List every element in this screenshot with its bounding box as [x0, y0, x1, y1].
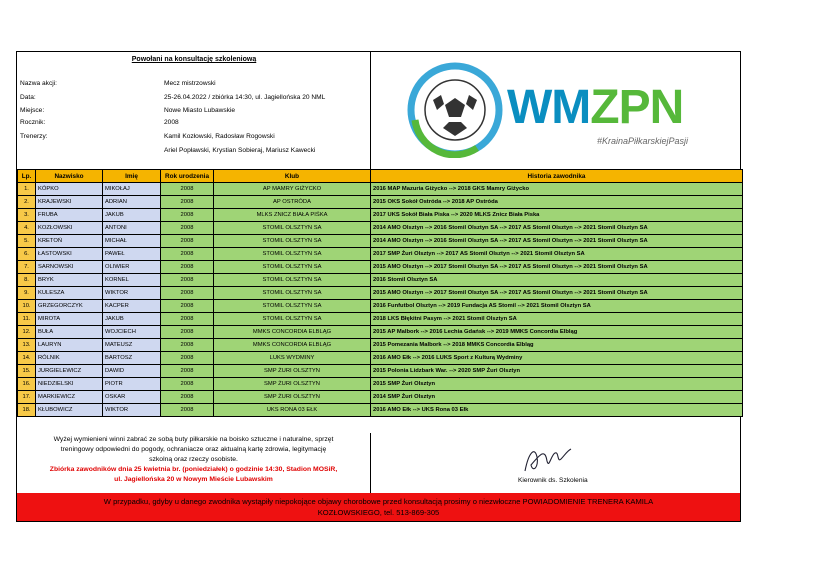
player-number: 1.	[18, 183, 36, 196]
birth-year: 2008	[161, 352, 214, 365]
table-row	[18, 300, 743, 313]
player-surname: KÓPKO	[36, 183, 103, 196]
player-number: 11.	[18, 313, 36, 326]
birth-year: 2008	[161, 222, 214, 235]
player-surname: ŁASTOWSKI	[36, 248, 103, 261]
info-value: 25-26.04.2022 / zbiórka 14:30, ul. Jagiellońska 20 NML	[164, 94, 326, 101]
player-number: 8.	[18, 274, 36, 287]
player-surname: KRETOŃ	[36, 235, 103, 248]
player-surname: FRUBA	[36, 209, 103, 222]
player-history: 2015 SMP Żuri Olsztyn	[371, 378, 743, 391]
player-number: 15.	[18, 365, 36, 378]
player-number: 3.	[18, 209, 36, 222]
birth-year: 2008	[161, 313, 214, 326]
player-firstname: MICHAŁ	[103, 235, 161, 248]
table-row	[18, 274, 743, 287]
player-history: 2014 AMO Olsztyn --> 2016 Stomil Olsztyn SA --> 2017 AS Stomil Olsztyn --> 2021 Stomil Olsztyn SA	[371, 235, 743, 248]
player-firstname: PAWEŁ	[103, 248, 161, 261]
table-row	[18, 235, 743, 248]
table-row	[18, 261, 743, 274]
wmzpn-logo	[407, 62, 717, 158]
player-firstname: JAKUB	[103, 209, 161, 222]
birth-year: 2008	[161, 183, 214, 196]
player-firstname: BARTOSZ	[103, 352, 161, 365]
info-label: Rocznik:	[20, 119, 46, 126]
player-number: 9.	[18, 287, 36, 300]
player-club: STOMIL OLSZTYN SA	[214, 261, 371, 274]
info-label: Trenerzy:	[20, 133, 48, 140]
info-value: Mecz mistrzowski	[164, 80, 216, 87]
player-firstname: WOJCIECH	[103, 326, 161, 339]
column-header: Lp.	[18, 170, 36, 183]
table-row	[18, 248, 743, 261]
player-firstname: KACPER	[103, 300, 161, 313]
birth-year: 2008	[161, 339, 214, 352]
player-club: LUKS WYDMINY	[214, 352, 371, 365]
note-line: Wyżej wymienieni winni zabrać ze sobą buty piłkarskie na boisko sztuczne i naturalne, sprzęt	[53, 436, 334, 443]
note-line: treningowy odpowiedni do pogody, ochraniacze oraz aktualną kartę zdrowia, legitymację	[60, 446, 327, 453]
logo-text-wm: WM	[507, 81, 591, 134]
player-surname: BRYK	[36, 274, 103, 287]
sheet-title: Powołani na konsultację szkoleniową	[131, 56, 257, 63]
player-number: 2.	[18, 196, 36, 209]
player-history: 2016 Funfutbol Olsztyn --> 2019 Fundacja AS Stomil --> 2021 Stomil Olsztyn SA	[371, 300, 743, 313]
table-row	[18, 222, 743, 235]
player-number: 17.	[18, 391, 36, 404]
player-club: STOMIL OLSZTYN SA	[214, 300, 371, 313]
instructions-note	[17, 433, 371, 493]
birth-year: 2008	[161, 365, 214, 378]
info-label: Nazwa akcji:	[20, 80, 58, 87]
player-club: STOMIL OLSZTYN SA	[214, 248, 371, 261]
table-row	[18, 183, 743, 196]
player-firstname: WIKTOR	[103, 404, 161, 417]
player-number: 5.	[18, 235, 36, 248]
player-firstname: MIKOŁAJ	[103, 183, 161, 196]
info-value: Ariel Popławski, Krystian Sobieraj, Mariusz Kawecki	[164, 147, 316, 154]
table-row	[18, 404, 743, 417]
player-number: 4.	[18, 222, 36, 235]
table-header-row	[18, 170, 743, 183]
player-number: 16.	[18, 378, 36, 391]
player-firstname: OLIWIER	[103, 261, 161, 274]
meeting-info: Zbiórka zawodników dnia 25 kwietnia br. (poniedziałek) o godzinie 14:30, Stadion MOSiR,	[49, 466, 338, 473]
table-row	[18, 196, 743, 209]
player-surname: MARKIEWICZ	[36, 391, 103, 404]
player-club: STOMIL OLSZTYN SA	[214, 287, 371, 300]
info-label: Miejsce:	[20, 107, 45, 114]
birth-year: 2008	[161, 287, 214, 300]
player-number: 12.	[18, 326, 36, 339]
player-club: MLKS ZNICZ BIAŁA PIŚKA	[214, 209, 371, 222]
player-surname: KŁUBOWICZ	[36, 404, 103, 417]
player-history: 2016 Stomil Olsztyn SA	[371, 274, 743, 287]
health-alert-banner	[17, 493, 740, 521]
player-firstname: MATEUSZ	[103, 339, 161, 352]
player-firstname: ADRIAN	[103, 196, 161, 209]
player-surname: SARNOWSKI	[36, 261, 103, 274]
player-number: 14.	[18, 352, 36, 365]
player-number: 18.	[18, 404, 36, 417]
birth-year: 2008	[161, 248, 214, 261]
player-number: 7.	[18, 261, 36, 274]
player-surname: GRZEGORCZYK	[36, 300, 103, 313]
logo-wordmark	[507, 80, 683, 135]
info-label: Data:	[20, 94, 36, 101]
birth-year: 2008	[161, 209, 214, 222]
player-history: 2014 SMP Żuri Olsztyn	[371, 391, 743, 404]
table-row	[18, 287, 743, 300]
column-header: Klub	[214, 170, 371, 183]
football-emblem-icon	[407, 62, 503, 158]
player-club: SMP ŻURI OLSZTYN	[214, 365, 371, 378]
player-surname: NIEDZIELSKI	[36, 378, 103, 391]
birth-year: 2008	[161, 404, 214, 417]
player-surname: KOZŁOWSKI	[36, 222, 103, 235]
event-info	[17, 52, 371, 169]
player-number: 10.	[18, 300, 36, 313]
player-club: STOMIL OLSZTYN SA	[214, 313, 371, 326]
player-history: 2017 UKS Sokół Biała Piska --> 2020 MLKS Znicz Biała Piska	[371, 209, 743, 222]
player-firstname: PIOTR	[103, 378, 161, 391]
player-history: 2015 Pomezania Malbork --> 2018 MMKS Concordia Elbląg	[371, 339, 743, 352]
table-row	[18, 391, 743, 404]
player-history: 2015 AP Malbork --> 2016 Lechia Gdańsk --> 2019 MMKS Concordia Elbląg	[371, 326, 743, 339]
player-firstname: ANTONI	[103, 222, 161, 235]
birth-year: 2008	[161, 300, 214, 313]
table-body	[18, 183, 743, 417]
player-club: SMP ŻURI OLSZTYN	[214, 391, 371, 404]
player-surname: MIROTA	[36, 313, 103, 326]
signature-icon	[519, 443, 579, 477]
player-club: MMKS CONCORDIA ELBLĄG	[214, 326, 371, 339]
player-history: 2015 OKS Sokół Ostróda --> 2018 AP Ostróda	[371, 196, 743, 209]
table-row	[18, 326, 743, 339]
players-table	[17, 169, 743, 417]
meeting-address: ul. Jagiellońska 20 w Nowym Mieście Lubawskim	[114, 476, 273, 483]
player-history: 2018 LKS Błękitni Pasym --> 2021 Stomil Olsztyn SA	[371, 313, 743, 326]
player-history: 2016 MAP Mazuria Giżycko --> 2018 GKS Mamry Giżycko	[371, 183, 743, 196]
player-number: 6.	[18, 248, 36, 261]
table-row	[18, 209, 743, 222]
player-surname: BUŁA	[36, 326, 103, 339]
table-row	[18, 313, 743, 326]
player-history: 2017 SMP Żuri Olsztyn --> 2017 AS Stomil Olsztyn --> 2021 Stomil Olsztyn SA	[371, 248, 743, 261]
player-club: STOMIL OLSZTYN SA	[214, 235, 371, 248]
alert-line: W przypadku, gdyby u danego zwodnika wystąpiły niepokojące objawy chorobowe przed konsultacją prosimy o niezwłoczne POWIADOMIENIE TRENERA KAMILA	[103, 497, 654, 506]
sheet-header	[17, 52, 742, 169]
birth-year: 2008	[161, 378, 214, 391]
player-history: 2015 Polonia Lidzbark War. --> 2020 SMP Żuri Olsztyn	[371, 365, 743, 378]
player-history: 2016 AMO Ełk --> 2016 LUKS Sport z Kulturą Wydminy	[371, 352, 743, 365]
player-history: 2016 AMO Ełk --> UKS Rona 03 Ełk	[371, 404, 743, 417]
birth-year: 2008	[161, 391, 214, 404]
birth-year: 2008	[161, 274, 214, 287]
info-value: Nowe Miasto Lubawskie	[164, 107, 236, 114]
player-surname: LAURYN	[36, 339, 103, 352]
consultation-sheet	[16, 51, 741, 522]
player-club: AP MAMRY GIŻYCKO	[214, 183, 371, 196]
player-history: 2015 AMO Olsztyn --> 2017 Stomil Olsztyn SA --> 2017 AS Stomil Olsztyn --> 2021 Stomil Olsztyn SA	[371, 287, 743, 300]
player-history: 2015 AMO Olsztyn --> 2017 Stomil Olsztyn SA --> 2017 AS Stomil Olsztyn --> 2021 Stomil Olsztyn SA	[371, 261, 743, 274]
player-firstname: DAWID	[103, 365, 161, 378]
signature-block	[371, 433, 742, 493]
player-history: 2014 AMO Olsztyn --> 2016 Stomil Olsztyn SA --> 2017 AS Stomil Olsztyn --> 2021 Stomil Olsztyn SA	[371, 222, 743, 235]
signature-label: Kierownik ds. Szkolenia	[518, 477, 588, 484]
column-header: Rok urodzenia	[161, 170, 214, 183]
info-value: 2008	[164, 119, 179, 126]
player-club: STOMIL OLSZTYN SA	[214, 274, 371, 287]
player-club: UKS RONA 03 EŁK	[214, 404, 371, 417]
player-club: SMP ŻURI OLSZTYN	[214, 378, 371, 391]
player-firstname: KORNEL	[103, 274, 161, 287]
player-surname: JURGIELEWICZ	[36, 365, 103, 378]
player-club: MMKS CONCORDIA ELBLĄG	[214, 339, 371, 352]
logo-text-zpn: ZPN	[590, 81, 684, 134]
table-row	[18, 352, 743, 365]
alert-line: KOZŁOWSKIEGO, tel. 513-869-305	[317, 508, 440, 517]
birth-year: 2008	[161, 261, 214, 274]
column-header: Nazwisko	[36, 170, 103, 183]
birth-year: 2008	[161, 326, 214, 339]
player-surname: RÓLNIK	[36, 352, 103, 365]
table-row	[18, 378, 743, 391]
player-club: STOMIL OLSZTYN SA	[214, 222, 371, 235]
player-club: AP OSTRÓDA	[214, 196, 371, 209]
birth-year: 2008	[161, 235, 214, 248]
table-row	[18, 365, 743, 378]
table-row	[18, 339, 743, 352]
birth-year: 2008	[161, 196, 214, 209]
logo-tagline: #KrainaPiłkarskiejPasji	[597, 136, 689, 146]
column-header: Imię	[103, 170, 161, 183]
player-number: 13.	[18, 339, 36, 352]
player-firstname: OSKAR	[103, 391, 161, 404]
player-firstname: JAKUB	[103, 313, 161, 326]
player-surname: KULESZA	[36, 287, 103, 300]
column-header: Historia zawodnika	[371, 170, 743, 183]
player-surname: KRAJEWSKI	[36, 196, 103, 209]
note-line: szkolną oraz rzeczy osobiste.	[149, 456, 238, 463]
player-firstname: WIKTOR	[103, 287, 161, 300]
info-value: Kamil Kozłowski, Radosław Rogowski	[164, 133, 275, 140]
